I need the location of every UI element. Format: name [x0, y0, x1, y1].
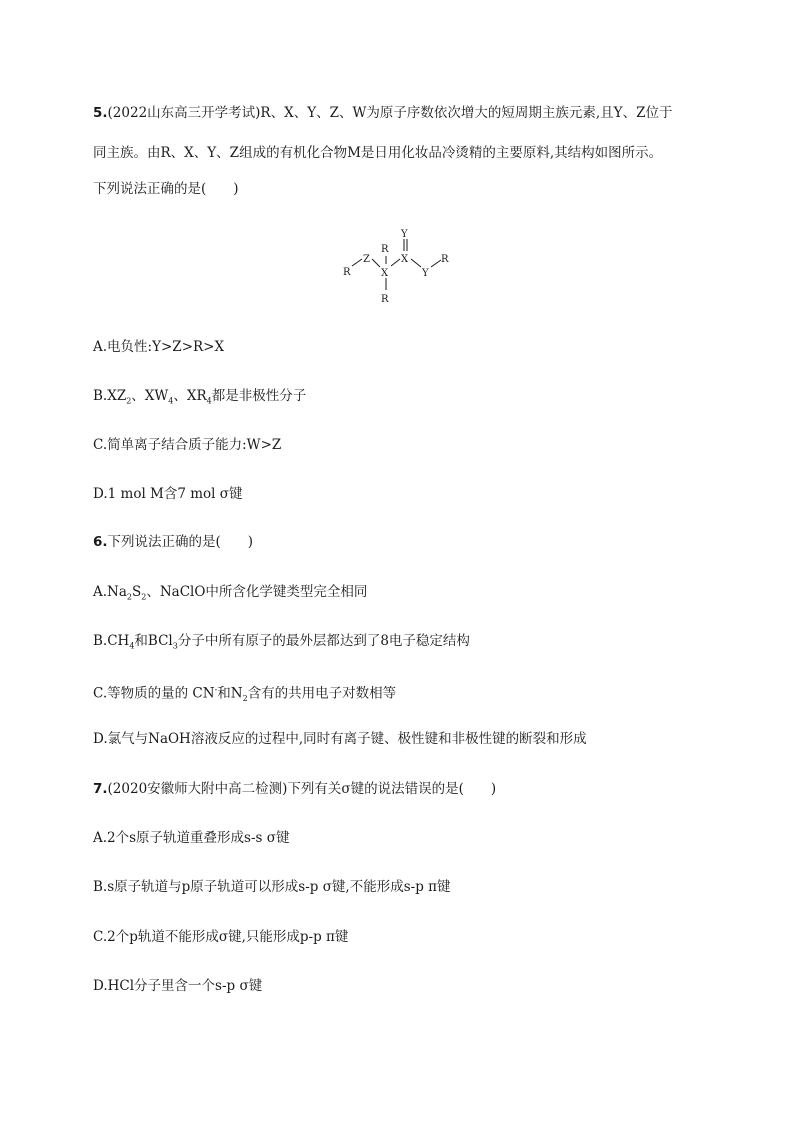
q6-b-text-2: 和BCl: [134, 633, 173, 649]
q6-c-text-2: 和N: [217, 685, 243, 702]
question-5-option-c: C.简单离子结合质子能力:W>Z: [93, 437, 282, 453]
question-6-number: 6.: [93, 534, 108, 550]
question-5-option-d: D.1 mol M含7 mol σ键: [93, 486, 243, 502]
atom-r-top: R: [381, 244, 389, 255]
q6-a-text-2: S: [132, 584, 142, 600]
question-7-option-c: C.2个p轨道不能形成σ键,只能形成p-p π键: [93, 929, 349, 945]
question-5-stem-line-1: (2022山东高三开学考试)R、X、Y、Z、W为原子序数依次增大的短周期主族元素,且Y、Z位于: [107, 105, 673, 121]
question-7-option-d: D.HCl分子里含一个s-p σ键: [93, 978, 263, 994]
q6-a-sub-2: 2: [141, 592, 147, 602]
question-5-line-2: 同主族。由R、X、Y、Z组成的有机化合物M是日用化妆品冷烫精的主要原料,其结构如图所示。: [93, 145, 663, 161]
atom-r-bottom: R: [381, 294, 389, 305]
question-7-option-b: B.s原子轨道与p原子轨道可以形成s-p σ键,不能形成s-p π键: [93, 879, 451, 895]
q6-a-text-1: A.Na: [93, 584, 127, 600]
option-b-text-1: B.XZ: [93, 388, 127, 404]
question-6-stem-text: 下列说法正确的是( ): [107, 534, 254, 550]
option-b-sub-2: 4: [168, 396, 174, 406]
molecule-structure-diagram: [335, 222, 465, 307]
question-7-stem-text: (2020安徽师大附中高二检测)下列有关σ键的说法错误的是( ): [107, 781, 497, 797]
question-5-number: 5.: [93, 105, 108, 121]
q6-b-text-1: B.CH: [93, 633, 130, 649]
question-7-number: 7.: [93, 781, 108, 797]
option-b-text-2: 、XW: [131, 388, 169, 404]
question-6-option-a: [93, 582, 367, 608]
q6-b-sub-1: 4: [129, 641, 135, 651]
q6-c-text-3: 含有的共用电子对数相等: [247, 685, 397, 702]
option-b-text-4: 都是非极性分子: [211, 388, 307, 404]
q6-a-text-3: 、NaClO中所含化学键类型完全相同: [146, 584, 368, 600]
question-5-option-b: [93, 386, 306, 412]
q6-c-text-1: C.等物质的量的 CN: [93, 685, 215, 702]
q6-b-text-3: 分子中所有原子的最外层都达到了8电子稳定结构: [177, 633, 470, 649]
question-7-stem: [93, 779, 496, 799]
q6-a-sub-1: 2: [126, 592, 132, 602]
q6-b-sub-2: 3: [172, 641, 178, 651]
bond-z-x: [372, 259, 380, 267]
atom-x-carbonyl: X: [401, 254, 409, 265]
atom-y-top: Y: [401, 229, 408, 240]
question-5-line-1: [93, 103, 672, 123]
atom-z: Z: [363, 254, 370, 265]
question-7-option-a: A.2个s原子轨道重叠形成s-s σ键: [93, 830, 290, 846]
question-6-option-d: D.氯气与NaOH溶液反应的过程中,同时有离子键、极性键和非极性键的断裂和形成: [93, 731, 587, 747]
question-6-option-b: [93, 631, 470, 657]
option-b-text-3: 、XR: [173, 388, 207, 404]
bond-x-x: [391, 259, 400, 266]
question-6-stem: [93, 532, 253, 552]
q6-c-sub: 2: [242, 694, 248, 704]
question-6-option-c: [93, 680, 396, 709]
atom-r-right: R: [441, 254, 449, 265]
bond-r-z: [352, 259, 362, 266]
atom-x-center: X: [381, 268, 389, 279]
atom-r-left: R: [343, 267, 351, 278]
option-b-sub-3: 4: [206, 396, 212, 406]
question-5-line-3: 下列说法正确的是( ): [93, 181, 239, 197]
option-b-sub-1: 2: [126, 396, 132, 406]
bond-y-r: [431, 260, 441, 267]
question-5-option-a: A.电负性:Y>Z>R>X: [93, 339, 225, 355]
atom-y-right: Y: [422, 268, 429, 279]
bond-x-y: [411, 259, 421, 267]
q6-c-sup: -: [214, 685, 218, 694]
